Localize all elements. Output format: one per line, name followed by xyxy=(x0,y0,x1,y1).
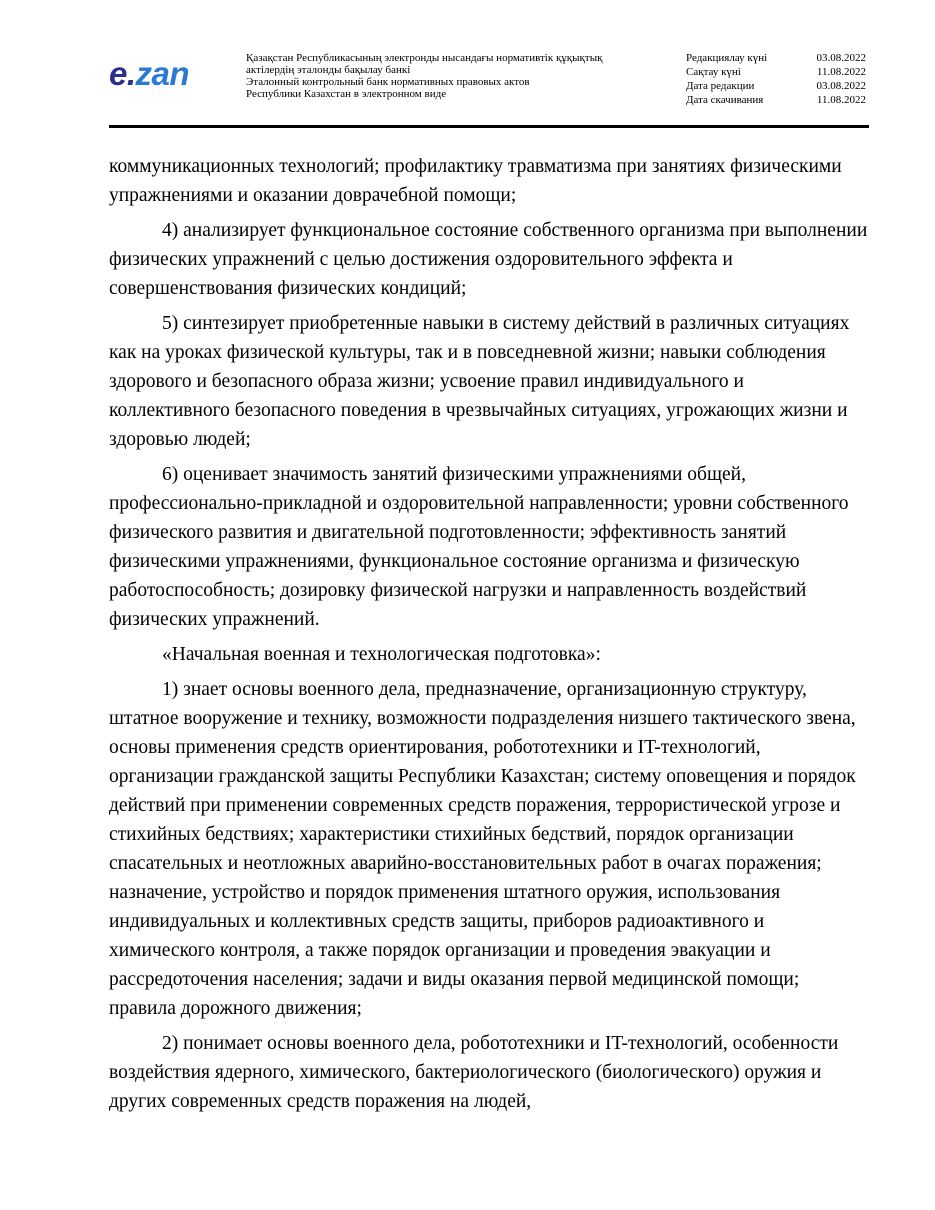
logo-e: e xyxy=(109,55,127,92)
meta-label: Дата скачивания xyxy=(686,94,764,106)
ezan-logo xyxy=(109,57,189,90)
logo-zan: zan xyxy=(135,55,190,92)
header-description-line: Эталонный контрольный банк нормативных правовых актов xyxy=(246,76,530,88)
document-body xyxy=(109,152,869,1122)
meta-value: 03.08.2022 xyxy=(816,52,866,64)
section-heading: «Начальная военная и технологическая подготовка»: xyxy=(162,644,601,665)
meta-label: Дата редакции xyxy=(686,80,755,92)
header-description-line: Қазақстан Республикасының электронды нысандағы нормативтік құқықтық xyxy=(246,52,603,64)
meta-row-download-date xyxy=(686,93,866,107)
meta-label: Сақтау күні xyxy=(686,66,741,78)
meta-value: 11.08.2022 xyxy=(816,66,866,78)
document-header xyxy=(0,0,935,130)
meta-row-edit-date-kz xyxy=(686,51,866,65)
logo-dot: . xyxy=(126,55,136,92)
body-paragraph: 5) синтезирует приобретенные навыки в систему действий в различных ситуациях как на уроках физической культуры, так и в повседневной жизни; навыки соблюдения здорового и безопасного образа жизни; усвоение правил индивидуального и коллективного безопасного поведения в чрезвычайных ситуациях, угрожающих жизни и здоровью людей; xyxy=(109,313,850,450)
meta-value: 11.08.2022 xyxy=(816,94,866,106)
header-description-line: Республики Казахстан в электронном виде xyxy=(246,88,447,100)
body-paragraph: 1) знает основы военного дела, предназначение, организационную структуру, штатное вооружение и технику, возможности подразделения низшего тактического звена, основы применения средств ориентирования, робототехники и IT-технологий, организации гражданской защиты Республики Казахстан; систему оповещения и порядок действий при применении современных средств поражения, террористической угрозе и стихийных бедствиях; характеристики стихийных бедствий, порядок организации спасательных и неотложных аварийно-восстановительных работ в очагах поражения; назначение, устройство и порядок применения штатного оружия, использования индивидуальных и коллективных средств защиты, приборов радиоактивного и химического контроля, а также порядок организации и проведения эвакуации и рассредоточения населения; задачи и виды оказания первой медицинской помощи; правила дорожного движения; xyxy=(109,679,856,1019)
body-paragraph: коммуникационных технологий; профилактику травматизма при занятиях физическими упражнениями и оказании доврачебной помощи; xyxy=(109,156,842,206)
body-paragraph: 6) оценивает значимость занятий физическими упражнениями общей, профессионально-прикладной и оздоровительной направленности; уровни собственного физического развития и двигательной подготовленности; эффективность занятий физическими упражнениями, функциональное состояние организма и физическую работоспособность; дозировку физической нагрузки и направленность воздействий физических упражнений. xyxy=(109,464,849,630)
body-paragraph: 4) анализирует функциональное состояние собственного организма при выполнении физических упражнений с целью достижения оздоровительного эффекта и совершенствования физических кондиций; xyxy=(109,220,868,299)
meta-row-save-date-kz xyxy=(686,65,866,79)
meta-value: 03.08.2022 xyxy=(816,80,866,92)
header-description xyxy=(246,52,666,100)
header-meta xyxy=(686,51,866,107)
header-divider xyxy=(109,125,869,128)
meta-label: Редакциялау күні xyxy=(686,52,768,64)
header-description-line: актілердің эталонды бақылау банкі xyxy=(246,64,411,76)
meta-row-edit-date xyxy=(686,79,866,93)
body-paragraph: 2) понимает основы военного дела, робототехники и IT-технологий, особенности воздействия ядерного, химического, бактериологического (биологического) оружия и других современных средств поражения на людей, xyxy=(109,1033,839,1112)
